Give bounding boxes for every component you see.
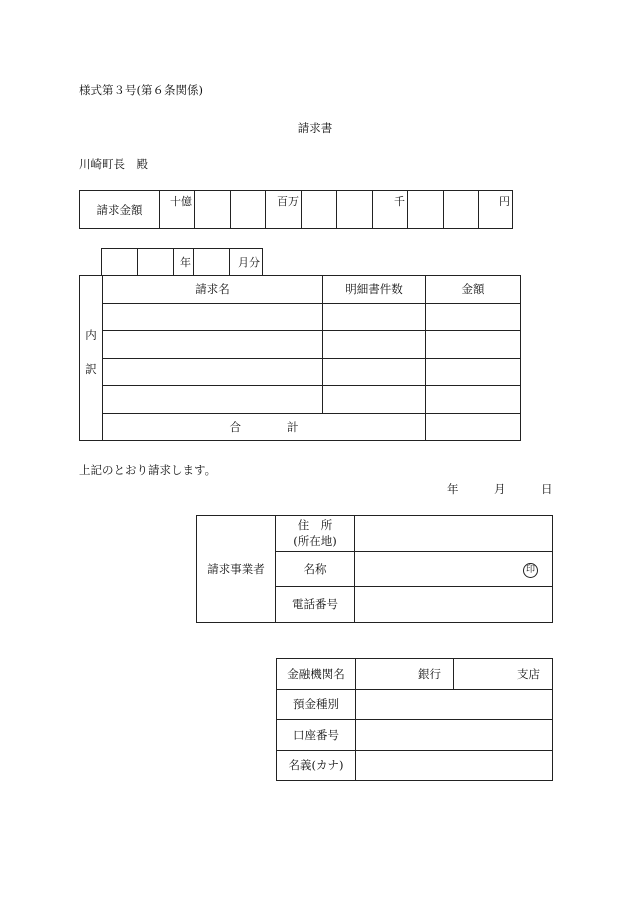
breakdown-label-2: 訳 (85, 362, 97, 376)
amount-cell[interactable] (426, 386, 521, 414)
claim-name-cell[interactable] (103, 331, 323, 359)
amount-digit-cell[interactable] (195, 191, 231, 229)
amount-cell[interactable] (426, 303, 521, 331)
address-field[interactable] (355, 516, 553, 552)
period-year-ones-cell[interactable] (138, 249, 174, 276)
address-label-1: 住 所 (297, 518, 333, 533)
account-number-field[interactable] (356, 720, 553, 751)
claimant-label: 請求事業者 (197, 516, 276, 623)
period-month-label: 月分 (230, 249, 263, 276)
claim-name-cell[interactable] (103, 386, 323, 414)
amount-label: 請求金額 (80, 191, 160, 229)
bank-suffix: 銀行 (418, 666, 441, 681)
amount-cell[interactable] (426, 331, 521, 359)
amount-cell[interactable] (426, 358, 521, 386)
address-label (276, 516, 355, 552)
statement-count-cell[interactable] (323, 358, 426, 386)
table-row (80, 358, 521, 386)
amount-digit-cell[interactable] (302, 191, 337, 229)
amount-digit-cell[interactable]: 十億 (160, 191, 195, 229)
deposit-type-label: 預金種別 (277, 689, 356, 720)
total-row (80, 413, 521, 441)
amount-digit-cell[interactable] (337, 191, 373, 229)
amount-digit-cell[interactable]: 千 (373, 191, 408, 229)
amount-digit-cell[interactable] (444, 191, 479, 229)
period-year-label: 年 (174, 249, 194, 276)
request-statement: 上記のとおり請求します。 (79, 463, 217, 477)
amount-digit-cell[interactable] (408, 191, 444, 229)
header-claim-name: 請求名 (103, 276, 323, 304)
header-statement-count: 明細書件数 (323, 276, 426, 304)
seal-mark: 印 (523, 563, 538, 578)
claim-name-cell[interactable] (103, 358, 323, 386)
account-holder-label: 名義(カナ) (277, 750, 356, 781)
branch-name-field[interactable] (454, 659, 553, 690)
total-label: 合 計 (103, 413, 426, 441)
amount-table (79, 190, 513, 229)
amount-digit-cell[interactable] (231, 191, 266, 229)
name-field[interactable] (355, 551, 553, 587)
date-day-label: 日 (541, 482, 553, 496)
detail-table (79, 275, 521, 441)
form-number: 様式第３号(第６条関係) (79, 83, 203, 97)
date-year-label: 年 (447, 482, 459, 496)
total-amount-cell[interactable] (426, 413, 521, 441)
statement-count-cell[interactable] (323, 303, 426, 331)
account-number-label: 口座番号 (277, 720, 356, 751)
institution-label: 金融機関名 (277, 659, 356, 690)
statement-count-cell[interactable] (323, 386, 426, 414)
header-amount: 金額 (426, 276, 521, 304)
period-month-cell[interactable] (194, 249, 230, 276)
phone-label: 電話番号 (276, 587, 355, 623)
amount-digit-cell[interactable]: 円 (479, 191, 513, 229)
breakdown-label-1: 内 (85, 328, 97, 342)
address-label-2: (所在地) (293, 534, 337, 549)
bank-name-field[interactable] (356, 659, 454, 690)
addressee: 川崎町長 殿 (79, 157, 148, 171)
document-title: 請求書 (297, 121, 333, 135)
phone-field[interactable] (355, 587, 553, 623)
deposit-type-field[interactable] (356, 689, 553, 720)
claimant-table (196, 515, 553, 623)
claim-name-cell[interactable] (103, 303, 323, 331)
amount-digit-cell[interactable]: 百万 (266, 191, 302, 229)
table-row (80, 386, 521, 414)
table-row (80, 303, 521, 331)
period-table (101, 248, 263, 276)
date-month-label: 月 (494, 482, 506, 496)
name-label: 名称 (276, 551, 355, 587)
table-row (80, 331, 521, 359)
bank-table (276, 658, 553, 781)
account-holder-field[interactable] (356, 750, 553, 781)
branch-suffix: 支店 (517, 666, 540, 681)
breakdown-side-label (80, 276, 103, 441)
period-year-tens-cell[interactable] (102, 249, 138, 276)
statement-count-cell[interactable] (323, 331, 426, 359)
